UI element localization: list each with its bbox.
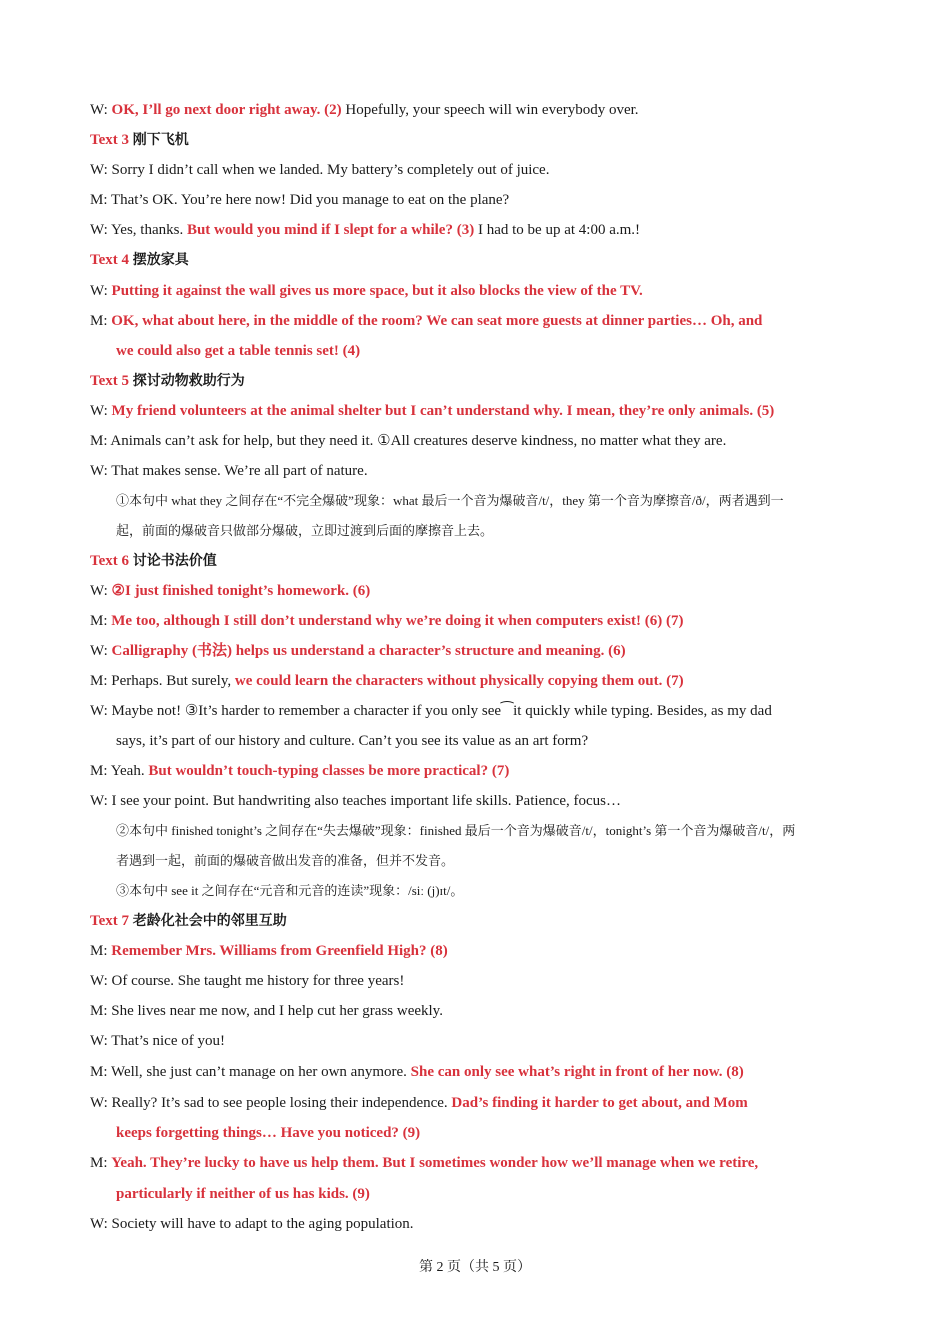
phonetics-note — [116, 490, 862, 512]
line-text: W: — [90, 102, 112, 118]
text-topic: 老龄化社会中的邻里互助 — [132, 913, 287, 929]
line-text: W: — [90, 583, 112, 599]
dialogue-line — [90, 580, 862, 602]
line-text: Hopefully, your speech will win everybody over. — [341, 102, 639, 118]
key-sentence: Calligraphy (书法) helps us understand a character’s structure and meaning. (6) — [111, 643, 626, 659]
line-text: W: That’s nice of you! — [90, 1033, 225, 1049]
dialogue-line — [90, 1061, 862, 1083]
page-footer: 第 2 页（共 5 页） — [419, 1260, 531, 1275]
dialogue-line — [90, 610, 862, 632]
line-text: W: Really? It’s sad to see people losing their independence. — [90, 1095, 452, 1111]
section-heading — [90, 550, 862, 572]
section-heading — [90, 129, 862, 151]
line-text: 者遇到一起，前面的爆破音做出发音的准备，但并不发音。 — [116, 853, 455, 868]
line-text: W: Sorry I didn’t call when we landed. My battery’s completely out of juice. — [90, 162, 550, 178]
dialogue-line — [90, 790, 862, 812]
key-sentence: we could learn the characters without physically copying them out. (7) — [234, 673, 684, 689]
line-text: ③本句中 see it 之间存在“元音和元音的连读”现象：/siː (j)ɪt/。 — [116, 883, 464, 898]
dialogue-line — [90, 99, 862, 121]
phonetics-note — [116, 520, 862, 542]
key-sentence: Me too, although I still don’t understand why we’re doing it when computers exist! (6) (7) — [111, 613, 684, 629]
text-label: Text 7 — [90, 913, 133, 929]
key-sentence: But wouldn’t touch-typing classes be more practical? (7) — [148, 763, 510, 779]
key-sentence: Yeah. They’re lucky to have us help them. But I sometimes wonder how we’ll manage when we retire, — [111, 1155, 759, 1171]
line-text: W: Society will have to adapt to the aging population. — [90, 1216, 414, 1232]
dialogue-line — [116, 1183, 862, 1205]
dialogue-line — [90, 189, 862, 211]
dialogue-line — [90, 430, 862, 452]
dialogue-line — [90, 310, 862, 332]
dialogue-line — [90, 670, 862, 692]
dialogue-line — [90, 460, 862, 482]
dialogue-line — [90, 700, 862, 722]
key-sentence: OK, what about here, in the middle of the room? We can seat more guests at dinner parties… Oh, and — [111, 313, 763, 329]
line-text: M: Yeah. — [90, 763, 149, 779]
line-text: W: Of course. She taught me history for three years! — [90, 973, 405, 989]
section-heading — [90, 370, 862, 392]
line-text: M: — [90, 1155, 112, 1171]
key-sentence: My friend volunteers at the animal shelter but I can’t understand why. I mean, they’re only animals. (5) — [111, 403, 775, 419]
line-text: M: She lives near me now, and I help cut her grass weekly. — [90, 1003, 443, 1019]
line-text: M: — [90, 943, 112, 959]
line-text: W: — [90, 403, 112, 419]
line-text: W: I see your point. But handwriting also teaches important life skills. Patience, focus… — [90, 793, 621, 809]
section-heading — [90, 249, 862, 271]
line-text: ②本句中 finished tonight’s 之间存在“失去爆破”现象：finished 最后一个音为爆破音/t/，tonight’s 第一个音为爆破音/t/，两 — [116, 823, 796, 838]
key-sentence: OK, I’ll go next door right away. (2) — [111, 102, 342, 118]
line-text: M: That’s OK. You’re here now! Did you manage to eat on the plane? — [90, 192, 510, 208]
text-label: Text 3 — [90, 132, 133, 148]
key-sentence: ②I just finished tonight’s homework. (6) — [111, 583, 371, 599]
dialogue-line — [90, 970, 862, 992]
phonetics-note — [116, 820, 862, 842]
phonetics-note — [116, 850, 862, 872]
line-text: M: — [90, 313, 112, 329]
dialogue-line — [116, 730, 862, 752]
key-sentence: She can only see what’s right in front of her now. (8) — [410, 1064, 744, 1080]
dialogue-line — [90, 1213, 862, 1235]
section-heading — [90, 910, 862, 932]
key-sentence: we could also get a table tennis set! (4) — [116, 343, 361, 359]
line-text: M: Animals can’t ask for help, but they need it. ①All creatures deserve kindness, no matter what they are. — [90, 433, 727, 449]
dialogue-line — [90, 1030, 862, 1052]
text-label: Text 6 — [90, 553, 133, 569]
line-text: 起，前面的爆破音只做部分爆破，立即过渡到后面的摩擦音上去。 — [116, 523, 494, 538]
key-sentence: particularly if neither of us has kids. (9) — [116, 1186, 370, 1202]
text-topic: 摆放家具 — [132, 252, 189, 268]
key-sentence: Remember Mrs. Williams from Greenfield High? (8) — [111, 943, 448, 959]
phonetics-note — [116, 880, 862, 902]
dialogue-line — [90, 159, 862, 181]
key-sentence: Putting it against the wall gives us more space, but it also blocks the view of the TV. — [111, 283, 643, 299]
line-text: W: Yes, thanks. — [90, 222, 187, 238]
line-text: W: — [90, 643, 112, 659]
line-text: says, it’s part of our history and culture. Can’t you see its value as an art form? — [116, 733, 589, 749]
line-text: W: That makes sense. We’re all part of nature. — [90, 463, 368, 479]
text-topic: 探讨动物救助行为 — [132, 373, 245, 389]
text-topic: 刚下飞机 — [132, 132, 189, 148]
dialogue-line — [90, 280, 862, 302]
dialogue-line — [90, 1152, 862, 1174]
key-sentence: keeps forgetting things… Have you noticed? (9) — [116, 1125, 421, 1141]
line-text: W: Maybe not! ③It’s harder to remember a character if you only see⁀it quickly while typing. Besides, as my dad — [90, 703, 772, 719]
line-text: M: Perhaps. But surely, — [90, 673, 235, 689]
key-sentence: Dad’s finding it harder to get about, and Mom — [451, 1095, 748, 1111]
line-text: M: — [90, 613, 112, 629]
line-text: M: Well, she just can’t manage on her own anymore. — [90, 1064, 411, 1080]
key-sentence: But would you mind if I slept for a while? (3) — [186, 222, 475, 238]
line-text: W: — [90, 283, 112, 299]
dialogue-line — [116, 1122, 862, 1144]
dialogue-line — [90, 1000, 862, 1022]
text-topic: 讨论书法价值 — [132, 553, 217, 569]
dialogue-line — [90, 940, 862, 962]
line-text: ①本句中 what they 之间存在“不完全爆破”现象：what 最后一个音为爆破音/t/，they 第一个音为摩擦音/ð/，两者遇到一 — [116, 493, 784, 508]
dialogue-line — [90, 760, 862, 782]
dialogue-line — [90, 1092, 862, 1114]
text-label: Text 5 — [90, 373, 133, 389]
dialogue-line — [90, 640, 862, 662]
dialogue-line — [116, 340, 862, 362]
dialogue-line — [90, 219, 862, 241]
line-text: I had to be up at 4:00 a.m.! — [474, 222, 641, 238]
dialogue-line — [90, 400, 862, 422]
text-label: Text 4 — [90, 252, 133, 268]
